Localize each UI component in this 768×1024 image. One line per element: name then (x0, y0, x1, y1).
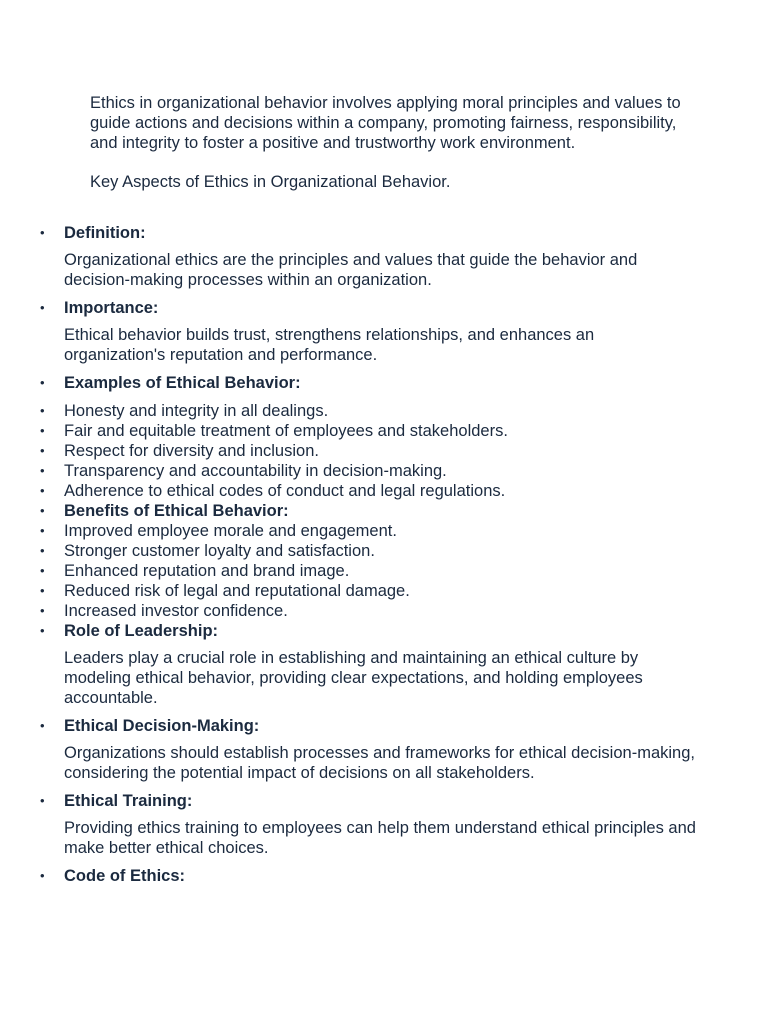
benefit-item: Stronger customer loyalty and satisfaction. (64, 542, 375, 560)
intro-block (90, 93, 690, 192)
benefit-item: Increased investor confidence. (64, 602, 288, 620)
decision-making-label: Ethical Decision-Making: (64, 717, 260, 735)
list-item (40, 521, 700, 541)
bullet-icon: • (40, 718, 45, 733)
bullet-icon: • (40, 403, 45, 418)
bullet-icon: • (40, 463, 45, 478)
list-item (40, 481, 700, 501)
definition-text: Organizational ethics are the principles and values that guide the behavior and decision-making processes within an organization. (64, 251, 638, 289)
list-item (40, 461, 700, 481)
bullet-icon: • (40, 583, 45, 598)
bullet-icon: • (40, 793, 45, 808)
example-item: Fair and equitable treatment of employees and stakeholders. (64, 422, 508, 440)
bullet-icon: • (40, 300, 45, 315)
bullet-icon: • (40, 483, 45, 498)
bullet-icon: • (40, 443, 45, 458)
list-item-training (40, 791, 700, 811)
example-item: Honesty and integrity in all dealings. (64, 402, 329, 420)
example-item: Respect for diversity and inclusion. (64, 442, 319, 460)
intro-paragraph: Ethics in organizational behavior involves applying moral principles and values to guide actions and decisions within a company, promoting fairness, responsibility, and integrity to foster a positive and trustworthy work environment. (90, 94, 681, 152)
spacer (40, 393, 700, 401)
importance-label: Importance: (64, 299, 159, 317)
list-item (40, 421, 700, 441)
bullet-icon: • (40, 603, 45, 618)
leadership-text: Leaders play a crucial role in establishing and maintaining an ethical culture by modeling ethical behavior, providing clear expectations, and holding employees accountable. (64, 649, 643, 707)
bullet-icon: • (40, 423, 45, 438)
list-item-leadership (40, 621, 700, 641)
bullet-icon: • (40, 225, 45, 240)
example-item: Transparency and accountability in decision-making. (64, 462, 447, 480)
list-item (40, 601, 700, 621)
list-item-importance (40, 298, 700, 318)
example-item: Adherence to ethical codes of conduct and legal regulations. (64, 482, 506, 500)
list-item-decision-making (40, 716, 700, 736)
definition-label: Definition: (64, 224, 146, 242)
key-aspects-heading: Key Aspects of Ethics in Organizational Behavior. (90, 173, 451, 191)
bullet-icon: • (40, 563, 45, 578)
list-item (40, 561, 700, 581)
benefit-item: Reduced risk of legal and reputational damage. (64, 582, 410, 600)
decision-making-text: Organizations should establish processes and frameworks for ethical decision-making, considering the potential impact of decisions on all stakeholders. (64, 744, 695, 782)
list-item (40, 581, 700, 601)
importance-text: Ethical behavior builds trust, strengthens relationships, and enhances an organization's reputation and performance. (64, 326, 595, 364)
list-item-benefits (40, 501, 700, 521)
list-item (40, 441, 700, 461)
ethics-list (40, 223, 700, 886)
bullet-icon: • (40, 543, 45, 558)
training-text: Providing ethics training to employees can help them understand ethical principles and make better ethical choices. (64, 819, 696, 857)
code-of-ethics-label: Code of Ethics: (64, 867, 186, 885)
training-label: Ethical Training: (64, 792, 193, 810)
bullet-icon: • (40, 503, 45, 518)
list-item (40, 401, 700, 421)
examples-label: Examples of Ethical Behavior: (64, 374, 301, 392)
benefit-item: Enhanced reputation and brand image. (64, 562, 350, 580)
leadership-label: Role of Leadership: (64, 622, 219, 640)
list-item-code-of-ethics (40, 866, 700, 886)
bullet-icon: • (40, 523, 45, 538)
bullet-icon: • (40, 868, 45, 883)
bullet-icon: • (40, 623, 45, 638)
benefits-label: Benefits of Ethical Behavior: (64, 502, 289, 520)
list-item-examples (40, 373, 700, 393)
benefit-item: Improved employee morale and engagement. (64, 522, 397, 540)
list-item (40, 541, 700, 561)
list-item-definition (40, 223, 700, 243)
bullet-icon: • (40, 375, 45, 390)
